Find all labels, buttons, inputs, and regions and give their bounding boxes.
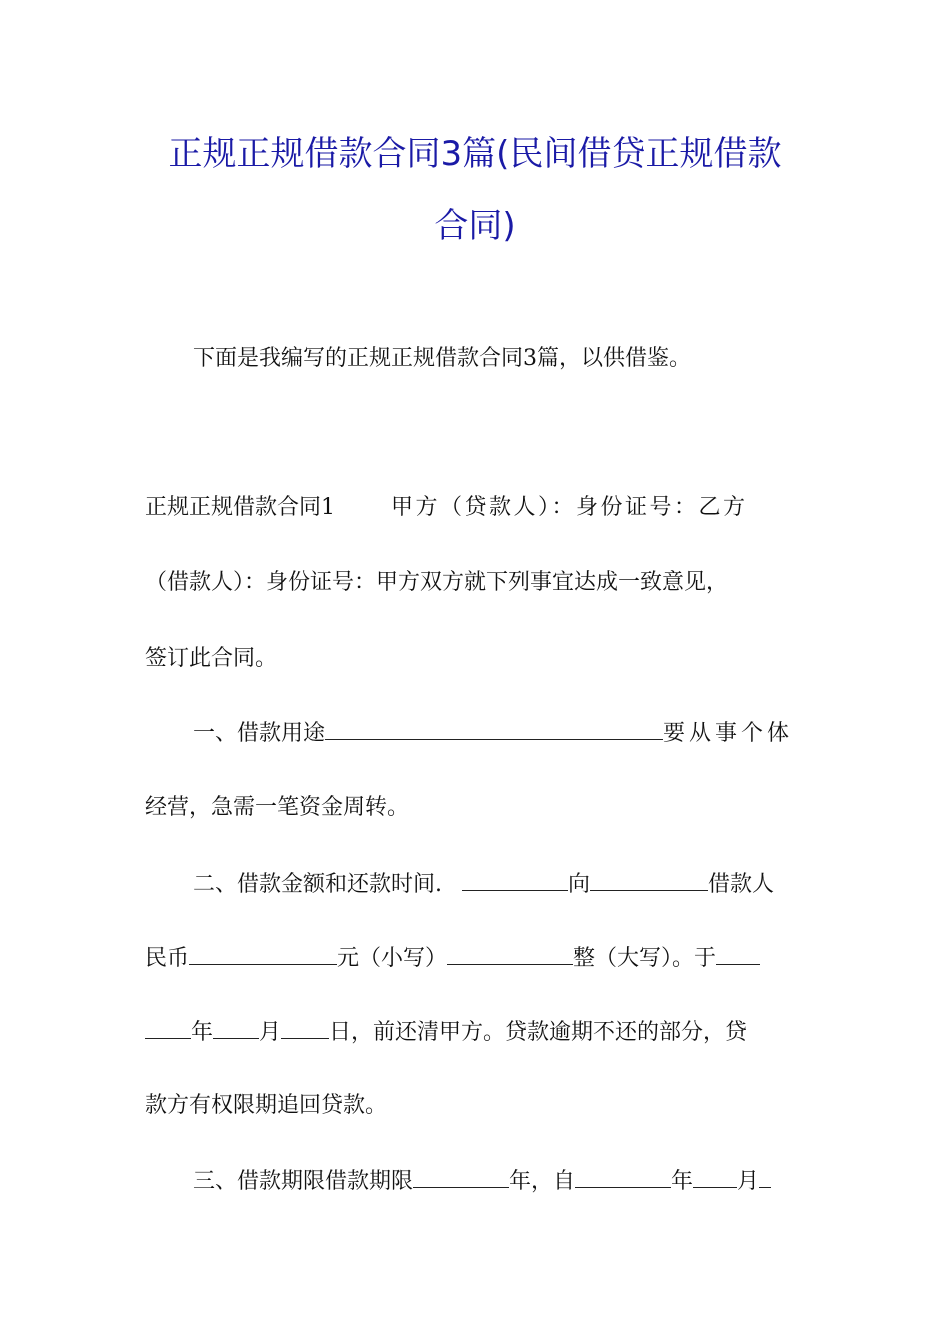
section1-line2: 经营，急需一笔资金周转。: [145, 795, 410, 820]
section2-text: 元（小写）: [337, 946, 448, 971]
blank-field: [213, 1018, 259, 1039]
section3-line1: [193, 1167, 810, 1195]
section1-label: 一、借款用途: [193, 721, 326, 746]
contract1-heading: 正规正规借款合同1: [145, 495, 335, 520]
blank-field: [281, 1018, 329, 1039]
section2-text: 月: [259, 1020, 282, 1045]
blank-field: [693, 1167, 737, 1188]
section2-line4: 款方有权限期追回贷款。: [145, 1093, 388, 1118]
section2-text: 向: [568, 872, 591, 897]
blank-field: [189, 944, 337, 965]
section1-text: 要从事个体: [663, 721, 794, 746]
section3-text: 年，自: [509, 1169, 576, 1194]
blank-field: [575, 1167, 671, 1188]
document-title-line2: 合同): [434, 206, 516, 246]
blank-field: [716, 944, 760, 965]
section1-line1: [193, 719, 810, 747]
section2-text: 整（大写）。于: [573, 946, 717, 971]
section2-text: 民币: [145, 946, 190, 971]
section2-line2: [145, 944, 810, 972]
blank-field: [325, 719, 663, 740]
blank-field: [145, 1018, 191, 1039]
section2-text: 年: [191, 1020, 214, 1045]
section3-label: 三、借款期限借款期限: [193, 1169, 414, 1194]
section3-text: 月: [737, 1169, 760, 1194]
contract1-heading-line: [145, 495, 810, 521]
contract1-party-a: 甲方（贷款人）：身份证号：乙方: [391, 495, 748, 520]
blank-field: [413, 1167, 509, 1188]
section2-line1: [193, 870, 810, 898]
blank-field: [759, 1167, 771, 1188]
section2-label: 二、借款金额和还款时间.: [193, 872, 442, 897]
blank-field: [447, 944, 573, 965]
document-title-line1: 正规正规借款合同3篇(民间借贷正规借款: [168, 134, 782, 174]
blank-field: [462, 870, 568, 891]
contract1-parties-line: （借款人）：身份证号：甲方双方就下列事宜达成一致意见，: [145, 570, 729, 595]
section3-text: 年: [671, 1169, 694, 1194]
section2-text: 日，前还清甲方。贷款逾期不还的部分，贷: [329, 1020, 748, 1045]
contract1-sign-line: 签订此合同。: [145, 646, 278, 671]
section2-line3: [145, 1018, 810, 1046]
intro-paragraph: 下面是我编写的正规正规借款合同3篇，以供借鉴。: [193, 346, 691, 371]
section2-text: 借款人: [708, 872, 775, 897]
blank-field: [590, 870, 708, 891]
